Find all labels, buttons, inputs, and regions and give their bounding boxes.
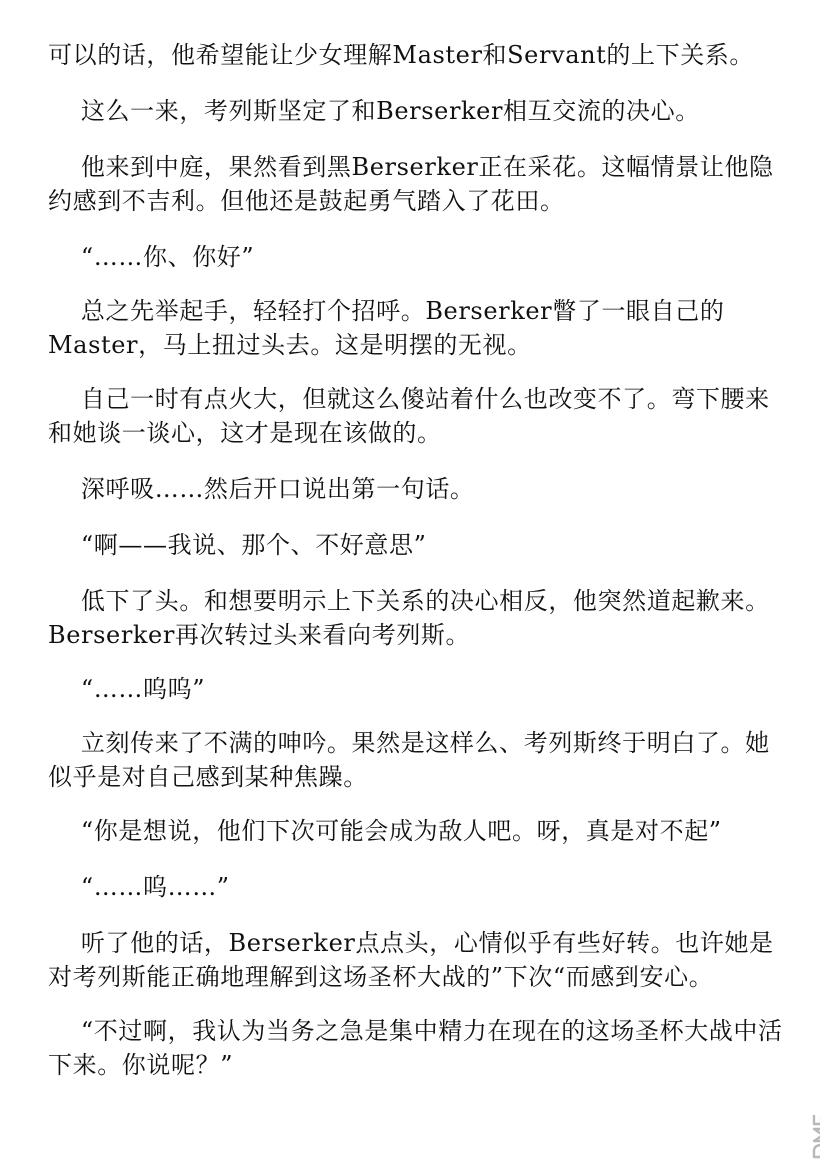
paragraph-10: “……呜呜”	[48, 675, 206, 703]
paragraph-2: 这么一来，考列斯坚定了和Berserker相互交流的决心。	[48, 97, 700, 125]
paragraph-14: 听了他的话，Berserker点点头，心情似乎有些好转。也许她是对考列斯能正确地理解到这场圣杯大战的”下次“而感到安心。	[48, 929, 774, 991]
paragraph-13: “……呜……”	[48, 873, 230, 901]
paragraph-7: 深呼吸……然后开口说出第一句话。	[48, 475, 475, 503]
paragraph-15: “不过啊，我认为当务之急是集中精力在现在的这场圣杯大战中活下来。你说呢？”	[48, 1017, 783, 1079]
paragraph-6: 自己一时有点火大，但就这么傻站着什么也改变不了。弯下腰来和她谈一谈心，这才是现在该做的。	[48, 385, 770, 447]
paragraph-12: “你是想说，他们下次可能会成为敌人吧。呀，真是对不起”	[48, 817, 722, 845]
paragraph-11: 立刻传来了不满的呻吟。果然是这样么、考列斯终于明白了。她似乎是对自己感到某种焦躁。	[48, 729, 770, 791]
paragraph-3: 他来到中庭，果然看到黑Berserker正在采花。这幅情景让他隐约感到不吉利。但他还是鼓起勇气踏入了花田。	[48, 153, 774, 215]
paragraph-4: “……你、你好”	[48, 243, 255, 271]
paragraph-8: “啊——我说、那个、不好意思”	[48, 531, 427, 559]
dm5-logo-icon	[790, 1053, 820, 1163]
paragraph-9: 低下了头。和想要明示上下关系的决心相反，他突然道起歉来。Berserker再次转过头来看向考列斯。	[48, 587, 770, 649]
paragraph-5: 总之先举起手，轻轻打个招呼。Berserker瞥了一眼自己的Master，马上扭过头去。这是明摆的无视。	[48, 297, 725, 359]
dm5-logo-watermark	[790, 1050, 820, 1165]
paragraph-1: 可以的话，他希望能让少女理解Master和Servant的上下关系。	[48, 41, 755, 69]
